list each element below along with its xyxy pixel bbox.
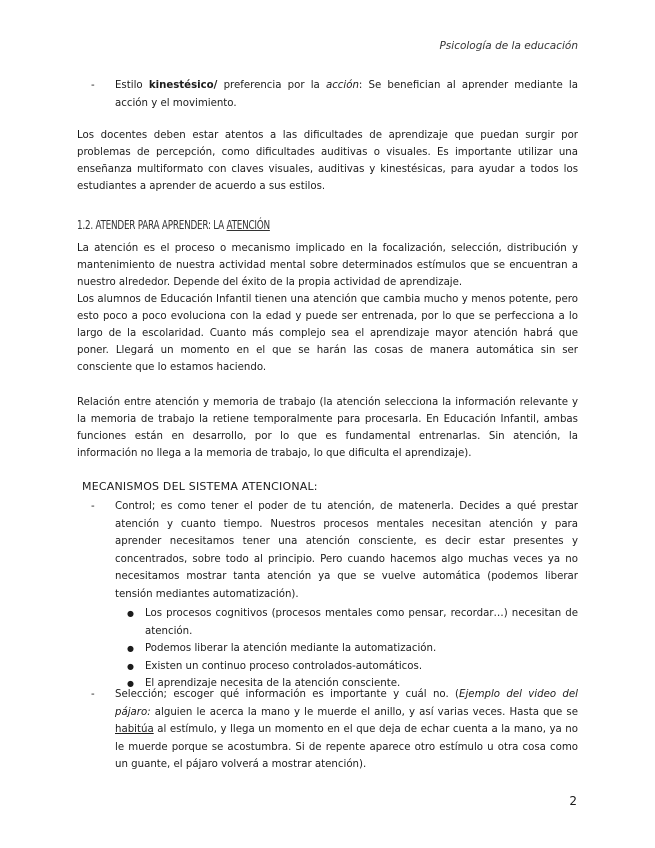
dash-bullet: - [91, 80, 95, 91]
paragraph-2-text: La atención es el proceso o mecanismo implicado en la focalización, selección, distribución y mantenimiento de nuestra actividad mental sobre determinados estímulos que se encuentran a nuestro alrededor. Depende del éxito de la propia actividad de aprendizaje. [77, 243, 578, 288]
seleccion-underlined: habitúa [115, 724, 154, 735]
kinestesico-prefix: Estilo [115, 80, 149, 91]
paragraph-docentes [77, 127, 578, 195]
paragraph-1-text: Los docentes deben estar atentos a las dificultades de aprendizaje que puedan surgir por problemas de percepción, como dificultades auditivas o visuales. Es importante utilizar una enseñanza multiformato con claves visuales, auditivas y kinestésicas, para ayudar a todos los estudiantes a aprender de acuerdo a sus estilos. [77, 130, 578, 192]
running-header: Psicología de la educación [439, 40, 578, 52]
paragraph-memoria-trabajo [77, 394, 578, 462]
section-heading-text: 1.2. ATENDER PARA APRENDER: LA [77, 218, 227, 232]
kinestesico-italic: acción [325, 80, 359, 91]
list-item: ● Podemos liberar la atención mediante la automatización. [127, 640, 578, 658]
paragraph-atencion-definicion [77, 240, 578, 376]
mechanisms-heading: MECANISMOS DEL SISTEMA ATENCIONAL: [82, 480, 318, 493]
seleccion-after: al estímulo, y llega un momento en el que deja de echar cuenta a la mano, ya no le muerde porque se acostumbra. Si de repente aparece otro estímulo u otra cosa como un guante, el pájaro volverá a mostrar atención). [115, 724, 578, 770]
style-kinestesico-item [91, 77, 578, 112]
control-bullet-list [91, 605, 578, 693]
seleccion-text [115, 686, 578, 774]
kinestesico-middle: preferencia por la [217, 80, 326, 91]
dash-bullet: - [91, 689, 95, 700]
paragraph-4-text: Relación entre atención y memoria de trabajo (la atención selecciona la información relevante y la memoria de trabajo la retiene temporalmente para procesarla. En Educación Infantil, ambas funciones están en desarrollo, por lo que es fundamental entrenarlas. Sin atención, la información no llega a la memoria de trabajo, lo que dificulta el aprendizaje). [77, 397, 578, 459]
control-text: Control; es como tener el poder de tu atención, de matenerla. Decides a qué prestar atención y cuanto tiempo. Nuestros procesos mentales necesitan atención y para aprender necesitamos tener una atención consciente, es decir estar presentes y concentrados, sobre todo al principio. Pero cuando hacemos algo muchas veces ya no necesitamos mostrar tanta atención ya que se vuelve automática (podemos liberar tensión mediantes automatización). [115, 501, 578, 600]
kinestesico-bold: kinestésico/ [148, 80, 218, 91]
seleccion-italic: Ejemplo del video del pájaro: [115, 689, 578, 718]
seleccion-before: Selección; escoger qué información es importante y cuál no. ( [115, 689, 460, 700]
list-item: ● Los procesos cognitivos (procesos mentales como pensar, recordar…) necesitan de atención. [127, 605, 578, 640]
page-number: 2 [569, 794, 577, 808]
kinestesico-text [115, 77, 578, 112]
paragraph-3-text: Los alumnos de Educación Infantil tienen una atención que cambia mucho y menos potente, pero esto poco a poco evoluciona con la edad y puede ser entrenada, por lo que se perfecciona a lo largo de la escolaridad. Cuanto más complejo sea el aprendizaje mayor atención habrá que poner. Llegará un momento en el que se harán las cosas de manera automática sin ser consciente que lo estamos haciendo. [77, 294, 578, 373]
section-heading [77, 218, 270, 232]
list-item: ● Existen un continuo proceso controlados-automáticos. [127, 658, 578, 676]
section-heading-underlined: ATENCIÓN [226, 218, 270, 232]
dash-bullet: - [91, 501, 95, 512]
seleccion-middle: alguien le acerca la mano y le muerde el anillo, y así varias veces. Hasta que se [150, 706, 578, 718]
kinestesico-suffix: : Se benefician al aprender mediante la acción y el movimiento. [115, 80, 578, 109]
list-item: ● El aprendizaje necesita de la atención consciente. [127, 675, 578, 693]
control-item [91, 498, 578, 693]
seleccion-item [91, 686, 578, 774]
